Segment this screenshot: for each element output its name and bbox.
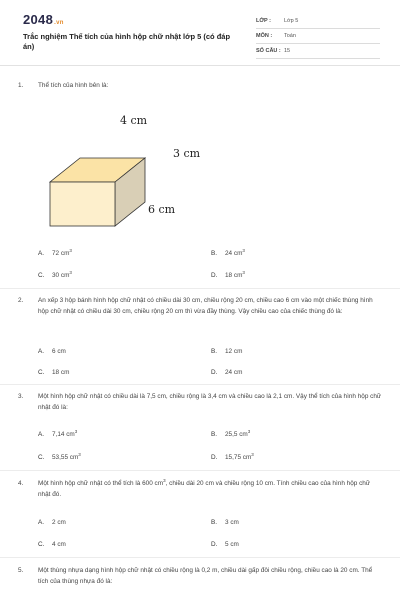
option-letter: C.	[38, 368, 45, 376]
option-letter: B.	[211, 430, 218, 438]
q3-option-c[interactable]	[38, 451, 198, 463]
site-logo[interactable]	[23, 12, 64, 27]
meta-key: MÔN :	[256, 33, 273, 39]
option-value: 25,5 $cm^3$	[225, 428, 251, 438]
q2-option-c[interactable]	[38, 366, 198, 378]
option-letter: C.	[38, 271, 45, 279]
question-5	[18, 566, 382, 587]
question-text: Một thùng nhựa dạng hình hộp chữ nhật có chiều rộng là 0,2 m, chiều dài gấp đôi chiều rộng, chiều cao là 20 cm. Thể tích của thùng nhựa đó là:	[38, 567, 373, 585]
question-text: Một hình hộp chữ nhật có thể tích là 600 $cm^3$, chiều dài 20 cm và chiều rộng 10 cm. Tính chiều cao của hình hộp chữ nhật đó.	[38, 477, 371, 498]
q3-option-b[interactable]	[211, 428, 371, 440]
option-letter: D.	[211, 368, 218, 376]
option-value: 24 cm	[225, 368, 243, 376]
meta-grade	[256, 14, 380, 29]
q1-option-c[interactable]	[38, 269, 198, 281]
option-value: 7,14 $cm^3$	[52, 428, 78, 438]
divider	[0, 288, 400, 289]
q3-option-a[interactable]	[38, 428, 198, 440]
option-letter: C.	[38, 453, 45, 461]
question-1	[18, 81, 382, 92]
page-title: Trắc nghiệm Thể tích của hình hộp chữ nhật lớp 5 (có đáp án)	[23, 32, 231, 51]
q2-option-d[interactable]	[211, 366, 371, 378]
front-dimension-label: 6 cm	[148, 203, 176, 216]
q2-option-a[interactable]	[38, 345, 198, 357]
divider	[0, 470, 400, 471]
option-value: 30 $cm^3$	[52, 269, 72, 279]
divider	[0, 557, 400, 558]
question-4	[18, 479, 382, 500]
question-number: 1.	[18, 82, 24, 89]
cuboid-front-face	[50, 182, 115, 226]
question-3	[18, 392, 382, 413]
option-value: 18 $cm^3$	[225, 269, 245, 279]
question-2	[18, 296, 382, 317]
q4-option-d[interactable]	[211, 538, 371, 550]
option-value: 4 cm	[52, 540, 66, 548]
option-value: 12 cm	[225, 347, 243, 355]
option-letter: B.	[211, 518, 218, 526]
option-value: 24 $cm^3$	[225, 247, 245, 257]
meta-key: LỚP :	[256, 18, 271, 24]
option-letter: D.	[211, 271, 218, 279]
option-value: 72 $cm^3$	[52, 247, 72, 257]
cuboid-figure	[45, 108, 215, 233]
meta-value: Lớp 5	[284, 18, 299, 24]
option-letter: A.	[38, 518, 45, 526]
meta-question-count	[256, 44, 380, 59]
question-text: An xếp 3 hộp bánh hình hộp chữ nhật có chiều dài 30 cm, chiều rộng 20 cm, chiều cao 6 cm vào một chiếc thùng hình hộp chữ nhật có chiều dài 30 cm, chiều rộng 20 cm thì vừa đầy thùng. Vậy chiều cao của chiếc thùng đó là:	[38, 297, 373, 315]
question-text: Một hình hộp chữ nhật có chiều dài là 7,5 cm, chiều rộng là 3,4 cm và chiều cao là 2,1 cm. Vậy thể tích của hình hộp chữ nhật đó là:	[38, 393, 382, 411]
option-value: 15,75 $cm^3$	[225, 451, 254, 461]
question-number: 3.	[18, 393, 24, 400]
top-dimension-label: 4 cm	[120, 114, 148, 127]
meta-value: Toán	[284, 33, 296, 39]
logo-suffix: .vn	[54, 20, 64, 26]
option-value: 6 cm	[52, 347, 66, 355]
option-letter: C.	[38, 540, 45, 548]
logo-text: 2048	[23, 12, 54, 27]
option-letter: D.	[211, 540, 218, 548]
option-value: 2 cm	[52, 518, 66, 526]
page-header	[0, 0, 400, 66]
meta-subject	[256, 29, 380, 44]
option-value: 3 cm	[225, 518, 239, 526]
meta-value: 15	[284, 48, 291, 54]
option-letter: B.	[211, 249, 218, 257]
option-value: 5 cm	[225, 540, 239, 548]
option-letter: A.	[38, 347, 45, 355]
q4-option-b[interactable]	[211, 516, 371, 528]
q3-option-d[interactable]	[211, 451, 371, 463]
q4-option-c[interactable]	[38, 538, 198, 550]
question-text: Thể tích của hình bên là:	[38, 82, 109, 89]
cuboid-svg	[45, 108, 215, 233]
divider	[0, 384, 400, 385]
option-letter: B.	[211, 347, 218, 355]
q1-option-d[interactable]	[211, 269, 371, 281]
option-value: 18 cm	[52, 368, 70, 376]
right-dimension-label: 3 cm	[173, 147, 201, 160]
option-letter: A.	[38, 430, 45, 438]
q4-option-a[interactable]	[38, 516, 198, 528]
q1-option-b[interactable]	[211, 247, 371, 259]
meta-key: SỐ CÂU :	[256, 48, 281, 54]
option-letter: D.	[211, 453, 218, 461]
question-number: 4.	[18, 480, 24, 487]
question-number: 2.	[18, 297, 24, 304]
q2-option-b[interactable]	[211, 345, 371, 357]
question-number: 5.	[18, 567, 24, 574]
q1-option-a[interactable]	[38, 247, 198, 259]
option-value: 53,55 $cm^3$	[52, 451, 81, 461]
option-letter: A.	[38, 249, 45, 257]
